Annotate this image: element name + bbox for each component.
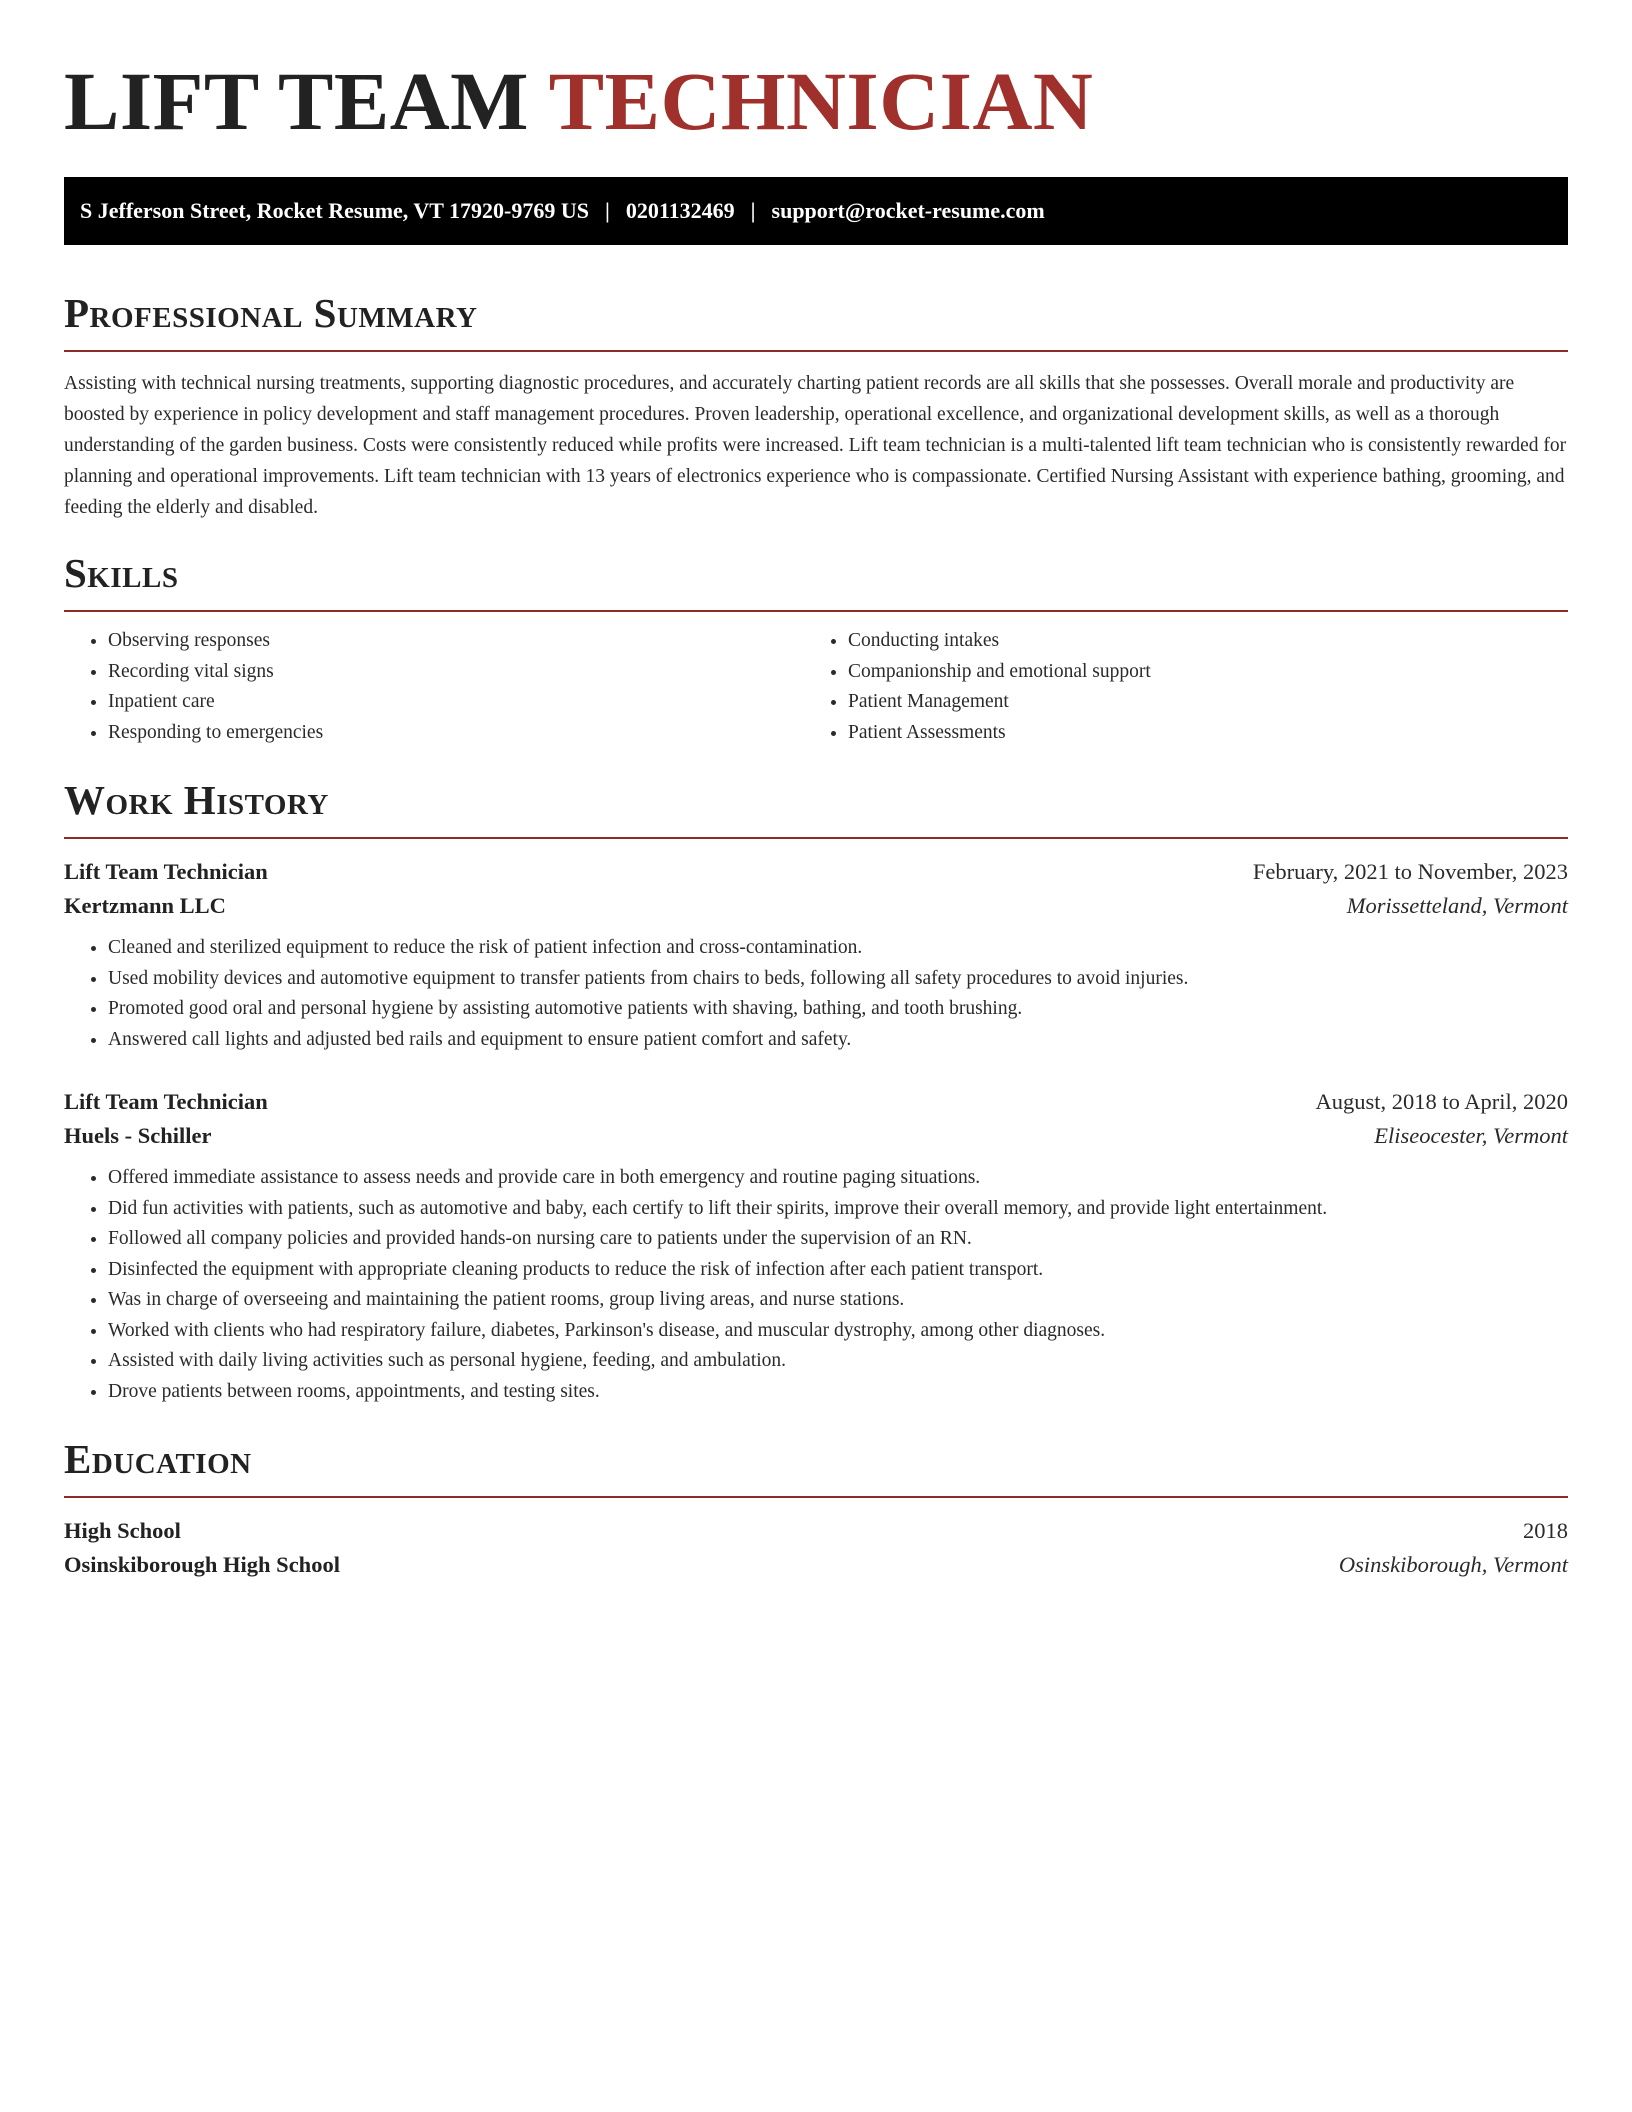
education-school-row bbox=[64, 1552, 1568, 1578]
duty-item: • Disinfected the equipment with appropriate cleaning products to reduce the risk of infection after each patient transport. bbox=[108, 1255, 1568, 1286]
skills-grid bbox=[64, 626, 1568, 748]
duty-item: • Was in charge of overseeing and maintaining the patient rooms, group living areas, and nurse stations. bbox=[108, 1285, 1568, 1316]
section-title-work-history: Work History bbox=[64, 777, 329, 823]
candidate-name bbox=[64, 55, 1568, 147]
job-company-row bbox=[64, 893, 1568, 919]
job-header-row bbox=[64, 1089, 1568, 1115]
summary-text: Assisting with technical nursing treatments, supporting diagnostic procedures, and accurately charting patient records are all skills that she possesses. Overall morale and productivity are boosted by experience in policy development and staff management procedures. Proven leadership, operational excellence, and organizational development skills, as well as a thorough understanding of the garden business. Costs were consistently reduced while profits were increased. Lift team technician is a multi-talented lift team technician who is consistently rewarded for planning and operational improvements. Lift team technician with 13 years of electronics experience who is compassionate. Certified Nursing Assistant with experience bathing, grooming, and feeding the elderly and disabled. bbox=[64, 373, 1567, 518]
skill-item: • Companionship and emotional support bbox=[848, 657, 1568, 688]
duty-item: • Did fun activities with patients, such as automotive and baby, each certify to lift their spirits, improve their overall memory, and provide light entertainment. bbox=[108, 1194, 1568, 1225]
job-company: Huels - Schiller bbox=[64, 1123, 212, 1148]
job-company: Kertzmann LLC bbox=[64, 893, 226, 918]
job-entry bbox=[64, 1089, 1568, 1407]
duty-item: • Answered call lights and adjusted bed rails and equipment to ensure patient comfort and safety. bbox=[108, 1025, 1568, 1056]
summary-section bbox=[64, 290, 1568, 523]
skill-item: • Recording vital signs bbox=[108, 657, 804, 688]
duty-item: • Drove patients between rooms, appointments, and testing sites. bbox=[108, 1377, 1568, 1408]
contact-separator: | bbox=[750, 198, 756, 223]
skills-section bbox=[64, 550, 1568, 748]
section-divider bbox=[64, 350, 1568, 352]
job-title: Lift Team Technician bbox=[64, 1089, 268, 1114]
contact-email: support@rocket-resume.com bbox=[771, 198, 1045, 223]
education-degree: High School bbox=[64, 1518, 181, 1543]
job-location: Morissetteland, Vermont bbox=[1346, 893, 1568, 918]
job-title: Lift Team Technician bbox=[64, 859, 268, 884]
education-school: Osinskiborough High School bbox=[64, 1552, 340, 1577]
section-divider bbox=[64, 837, 1568, 839]
education-location: Osinskiborough, Vermont bbox=[1338, 1552, 1568, 1577]
education-section bbox=[64, 1436, 1568, 1578]
skill-item: • Conducting intakes bbox=[848, 626, 1568, 657]
job-header-row bbox=[64, 859, 1568, 885]
section-title-skills: Skills bbox=[64, 550, 179, 596]
duty-item: • Promoted good oral and personal hygiene by assisting automotive patients with shaving, bathing, and tooth brushing. bbox=[108, 994, 1568, 1025]
duty-item: • Followed all company policies and provided hands-on nursing care to patients under the supervision of an RN. bbox=[108, 1224, 1568, 1255]
skills-list-right bbox=[804, 626, 1568, 748]
job-duties bbox=[64, 933, 1568, 1055]
job-entry bbox=[64, 859, 1568, 1055]
job-dates: August, 2018 to April, 2020 bbox=[1315, 1089, 1568, 1114]
contact-address: S Jefferson Street, Rocket Resume, VT 17920-9769 US bbox=[80, 198, 589, 223]
skill-item: • Patient Assessments bbox=[848, 718, 1568, 749]
education-year: 2018 bbox=[1523, 1518, 1568, 1543]
job-company-row bbox=[64, 1123, 1568, 1149]
skill-item: • Inpatient care bbox=[108, 687, 804, 718]
education-entry bbox=[64, 1518, 1568, 1578]
contact-phone: 0201132469 bbox=[625, 198, 735, 223]
duty-item: • Worked with clients who had respiratory failure, diabetes, Parkinson's disease, and muscular dystrophy, among other diagnoses. bbox=[108, 1316, 1568, 1347]
skill-item: • Observing responses bbox=[108, 626, 804, 657]
duty-item: • Assisted with daily living activities such as personal hygiene, feeding, and ambulation. bbox=[108, 1346, 1568, 1377]
contact-separator: | bbox=[605, 198, 610, 223]
name-first: LIFT TEAM bbox=[64, 55, 529, 147]
work-history-section bbox=[64, 777, 1568, 1407]
section-title-education: Education bbox=[64, 1436, 252, 1482]
skill-item: • Responding to emergencies bbox=[108, 718, 804, 749]
section-divider bbox=[64, 1496, 1568, 1498]
duty-item: • Cleaned and sterilized equipment to reduce the risk of patient infection and cross-contamination. bbox=[108, 933, 1568, 964]
education-header-row bbox=[64, 1518, 1568, 1544]
duty-item: • Used mobility devices and automotive equipment to transfer patients from chairs to beds, following all safety procedures to avoid injuries. bbox=[108, 964, 1568, 995]
job-location: Eliseocester, Vermont bbox=[1374, 1123, 1568, 1148]
contact-bar bbox=[64, 177, 1568, 245]
skills-list-left bbox=[64, 626, 804, 748]
duty-item: • Offered immediate assistance to assess needs and provide care in both emergency and routine paging situations. bbox=[108, 1163, 1568, 1194]
job-duties bbox=[64, 1163, 1568, 1407]
section-title-summary: Professional Summary bbox=[64, 290, 478, 336]
skill-item: • Patient Management bbox=[848, 687, 1568, 718]
job-dates: February, 2021 to November, 2023 bbox=[1252, 859, 1568, 884]
section-divider bbox=[64, 610, 1568, 612]
name-last: TECHNICIAN bbox=[548, 55, 1094, 147]
